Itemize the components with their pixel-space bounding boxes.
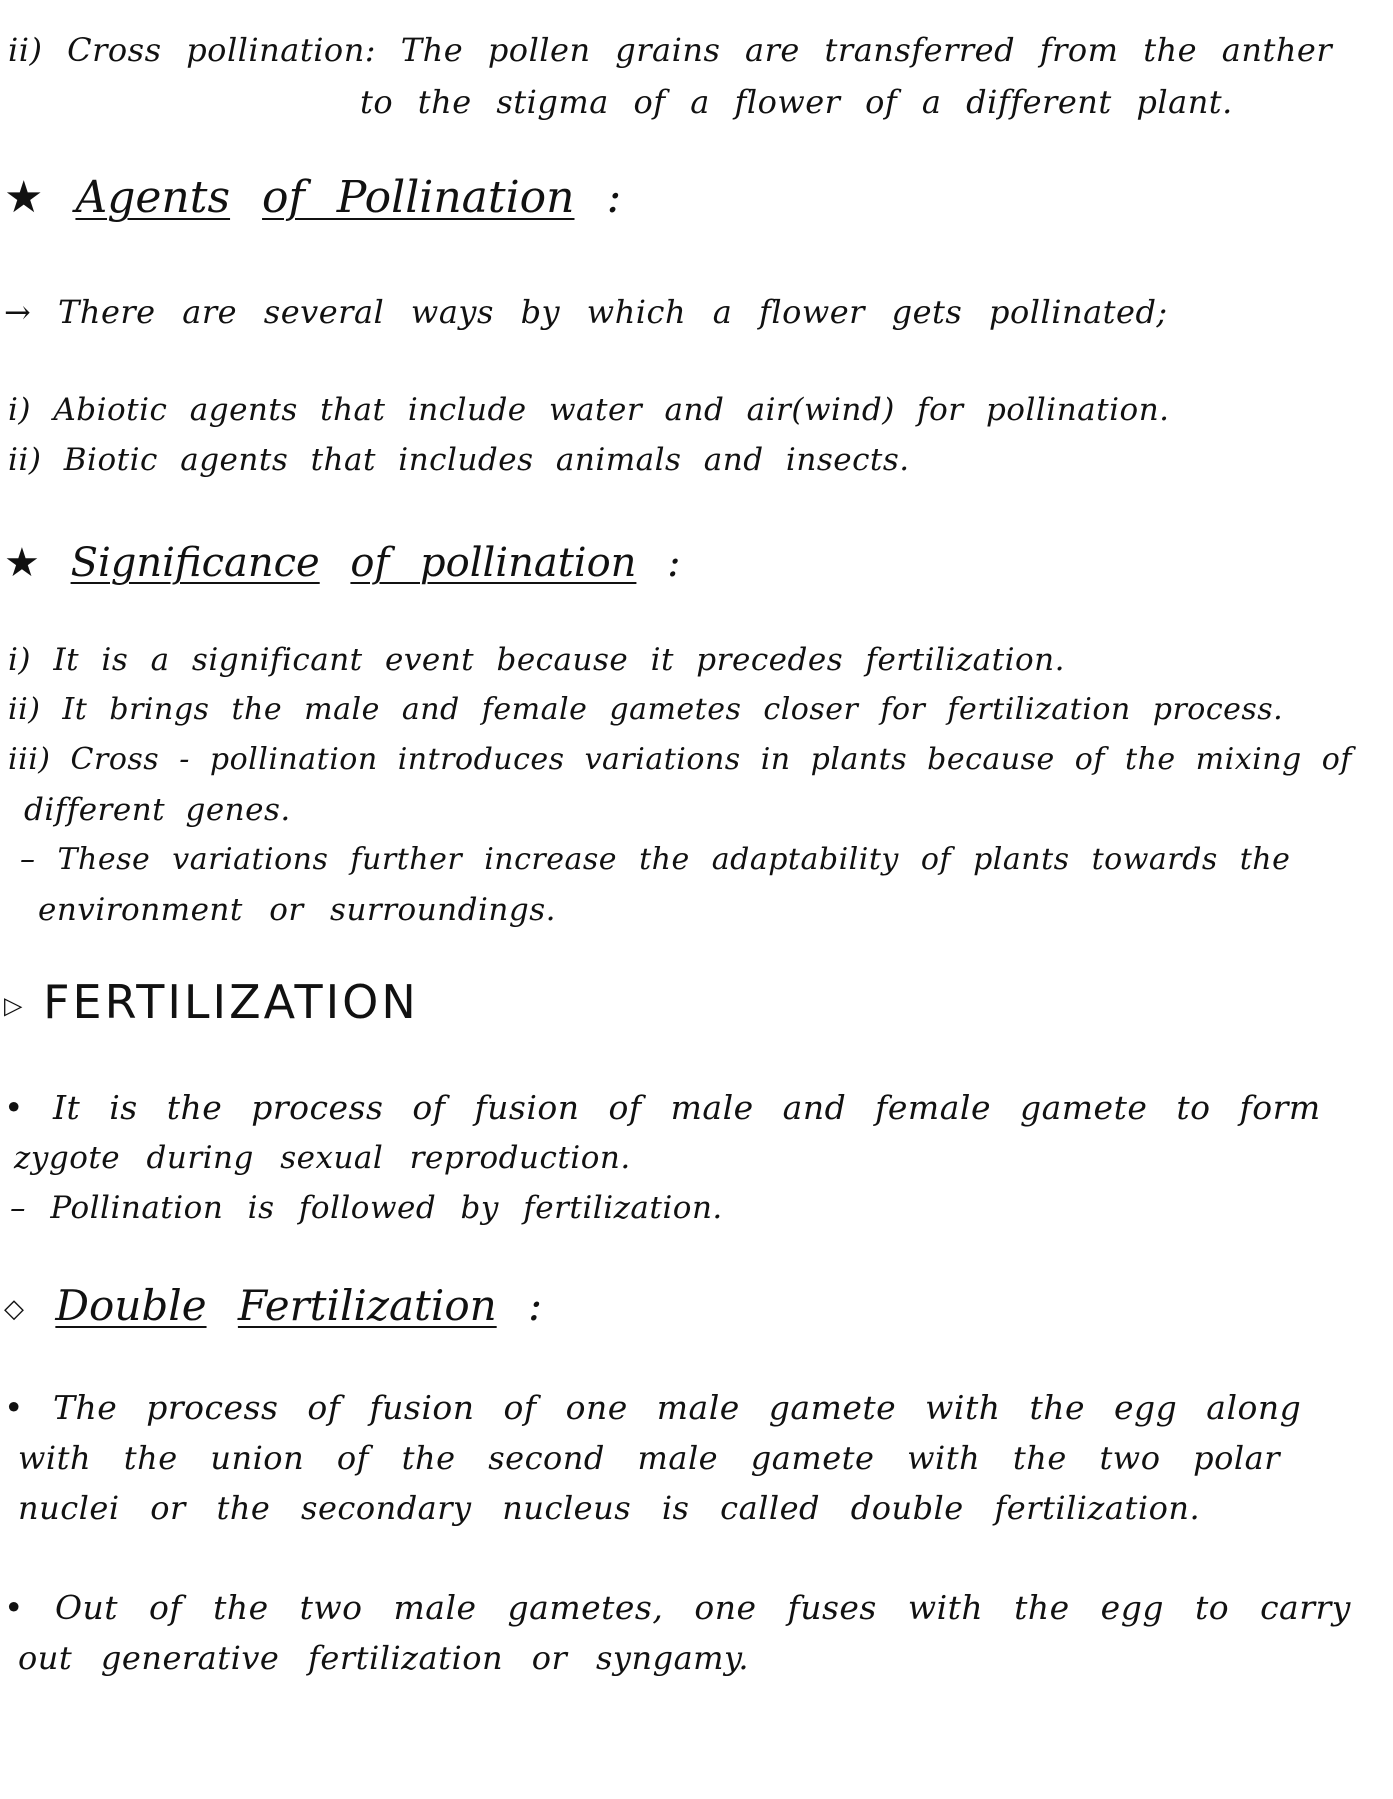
star-icon: ★ — [4, 172, 44, 223]
significance-heading-colon: : — [667, 540, 681, 586]
diamond-icon: ◇ — [4, 1294, 24, 1324]
double-fertilization-p1-line-2: with the union of the second male gamete with the two polar — [18, 1439, 1280, 1477]
fertilization-title-text: FERTILIZATION — [43, 975, 419, 1029]
significance-line-5: – These variations further increase the adaptability of plants towards the — [20, 842, 1291, 877]
significance-line-1: i) It is a significant event because it precedes fertilization. — [8, 642, 1065, 678]
significance-heading — [4, 535, 681, 591]
agents-heading-word: Agents — [75, 172, 231, 223]
cross-pollination-line-1: ii) Cross pollination: The pollen grains are transferred from the anther — [8, 31, 1333, 69]
significance-heading-word: Significance — [70, 540, 320, 586]
significance-line-3: iii) Cross - pollination introduces variations in plants because of the mixing of — [8, 742, 1352, 777]
double-fertilization-heading-rest: Fertilization — [237, 1281, 497, 1330]
fertilization-line-2: zygote during sexual reproduction. — [14, 1140, 631, 1176]
double-fertilization-heading — [4, 1278, 542, 1337]
agents-heading — [4, 170, 621, 226]
star-icon: ★ — [4, 540, 40, 586]
agents-heading-colon: : — [606, 172, 622, 223]
agents-item-abiotic: i) Abiotic agents that include water and air(wind) for pollination. — [8, 392, 1170, 428]
triangle-icon: ▷ — [4, 991, 26, 1020]
double-fertilization-p1-line-1: • The process of fusion of one male gamete with the egg along — [4, 1388, 1302, 1427]
significance-line-4: different genes. — [24, 792, 291, 828]
double-fertilization-heading-colon: : — [528, 1281, 543, 1330]
double-fertilization-p2-line-2: out generative fertilization or syngamy. — [18, 1639, 749, 1677]
cross-pollination-line-2: to the stigma of a flower of a different plant. — [360, 83, 1233, 121]
fertilization-line-1: • It is the process of fusion of male and female gamete to form — [4, 1088, 1321, 1127]
agents-item-biotic: ii) Biotic agents that includes animals and insects. — [8, 442, 910, 478]
significance-line-6: environment or surroundings. — [38, 892, 556, 928]
fertilization-line-3: – Pollination is followed by fertilization. — [10, 1190, 723, 1226]
double-fertilization-p1-line-3: nuclei or the secondary nucleus is called double fertilization. — [18, 1489, 1201, 1527]
fertilization-title — [4, 972, 419, 1036]
agents-heading-rest: of Pollination — [262, 172, 575, 223]
double-fertilization-p2-line-1: • Out of the two male gametes, one fuses with the egg to carry — [4, 1588, 1351, 1627]
double-fertilization-heading-word: Double — [55, 1281, 207, 1330]
significance-line-2: ii) It brings the male and female gametes closer for fertilization process. — [8, 692, 1284, 727]
significance-heading-rest: of pollination — [350, 540, 637, 586]
agents-intro: → There are several ways by which a flower gets pollinated; — [4, 293, 1168, 331]
